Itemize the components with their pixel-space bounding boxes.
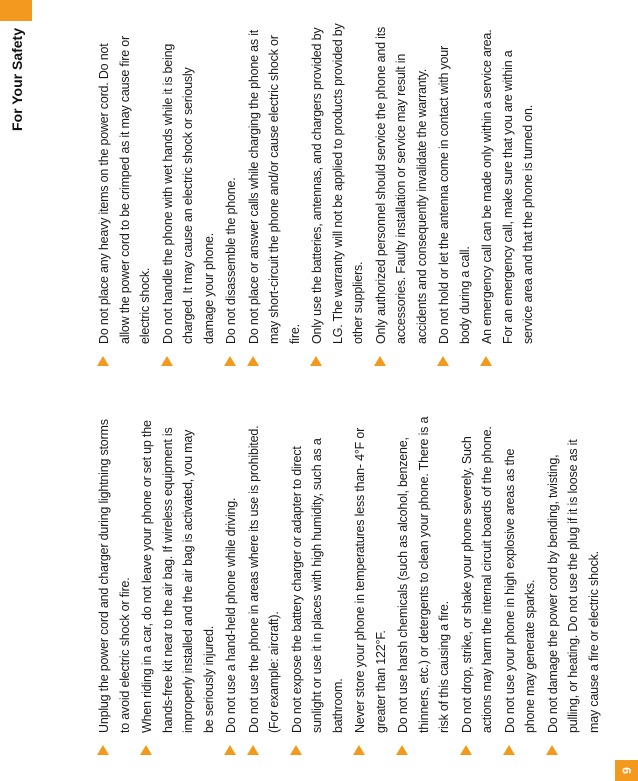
safety-item: [393, 416, 455, 756]
bullet-icon: [480, 356, 492, 366]
bullet-icon: [224, 356, 236, 366]
safety-item: [371, 22, 433, 367]
safety-item: [244, 22, 306, 367]
safety-item-text: Do not drop, strike, or shake your phone severely. Such actions may harm the internal circuit boards of the phone.: [459, 426, 494, 733]
right-column: [94, 22, 541, 367]
safety-item-text: Do not expose the battery charger or adapter to direct sunlight or use it in places with high humidity, such as a bathroom.: [289, 438, 345, 733]
safety-item: [287, 416, 349, 756]
bullet-icon: [460, 745, 472, 755]
bullet-icon: [97, 745, 109, 755]
safety-item-text: Only authorized personnel should service the phone and its accessories. Faulty installation or service may result in accidents and consequently invalidate the warranty.: [373, 26, 429, 344]
left-column: [94, 416, 606, 756]
bullet-icon: [437, 356, 449, 366]
bullet-icon: [353, 745, 365, 755]
page-number: 9: [619, 767, 634, 774]
safety-item-text: Only use the batteries, antennas, and chargers provided by LG. The warranty will not be applied to products provided by other suppliers.: [310, 23, 365, 344]
safety-item-text: When riding in a car, do not leave your phone or set up the hands-free kit near to the air bag. If wireless equipment is improperly installed and the air bag is activated, you may be seriously injured.: [140, 420, 216, 733]
safety-item-text: Never store your phone in temperatures less than- 4°F or greater than 122°F.: [353, 427, 388, 733]
safety-item: [500, 416, 541, 756]
safety-item: [457, 416, 498, 756]
bullet-icon: [247, 356, 259, 366]
safety-item: [350, 416, 391, 756]
safety-item-text: Do not handle the phone with wet hands while it is being charged. It may cause an electric shock or seriously damage your phone.: [160, 43, 216, 344]
bullet-icon: [503, 745, 515, 755]
bullet-icon: [247, 745, 259, 755]
safety-item: [434, 22, 475, 367]
safety-item-text: Do not use harsh chemicals (such as alcohol, benzene, thinners, etc.) or detergents to clean your phone. There is a risk of this causing a fire.: [396, 416, 451, 733]
safety-item: [543, 416, 605, 756]
page-number-badge: [615, 760, 638, 781]
safety-item-text: Do not use the phone in areas where its use is prohibited. (For example: aircraft).: [246, 425, 281, 733]
safety-item: [94, 22, 156, 367]
bullet-icon: [374, 356, 386, 366]
safety-item: [244, 416, 285, 756]
bullet-icon: [290, 745, 302, 755]
safety-item-text: Do not damage the power cord by bending, twisting, pulling, or heating. Do not use the plug if it is loose as it may cause a fire or electric shock.: [545, 439, 601, 733]
section-title: For Your Safety: [9, 28, 25, 131]
safety-item-text: Do not use a hand-held phone while driving.: [224, 497, 238, 733]
safety-item: [158, 22, 220, 367]
bullet-icon: [97, 356, 109, 366]
header-tab: [0, 0, 32, 21]
safety-item-text: Do not disassemble the phone.: [224, 177, 238, 344]
safety-item: [477, 22, 539, 367]
safety-item: [221, 416, 242, 756]
safety-item: [307, 22, 369, 367]
safety-item-text: Do not place any heavy items on the power cord. Do not allow the power cord to be crimped as it may cause fire or electric shock.: [97, 36, 152, 344]
safety-item-text: Unplug the power cord and charger during lightning storms to avoid electric shock or fire.: [97, 419, 132, 733]
bullet-icon: [396, 745, 408, 755]
safety-item: [94, 416, 135, 756]
safety-item: [137, 416, 219, 756]
safety-item: [221, 22, 242, 367]
bullet-icon: [546, 745, 558, 755]
bullet-icon: [310, 356, 322, 366]
bullet-icon: [140, 745, 152, 755]
bullet-icon: [161, 356, 173, 366]
safety-item-text: Do not use your phone in high explosive areas as the phone may generate sparks.: [502, 448, 537, 733]
safety-item-text: An emergency call can be made only within a service area. For an emergency call, make sure that you are within a service area and that the phone is turned on.: [480, 29, 535, 344]
bullet-icon: [224, 745, 236, 755]
safety-item-text: Do not place or answer calls while charging the phone as it may short-circuit the phone and/or cause electric shock or fire.: [246, 29, 302, 344]
safety-item-text: Do not hold or let the antenna come in contact with your body during a call.: [437, 45, 472, 344]
